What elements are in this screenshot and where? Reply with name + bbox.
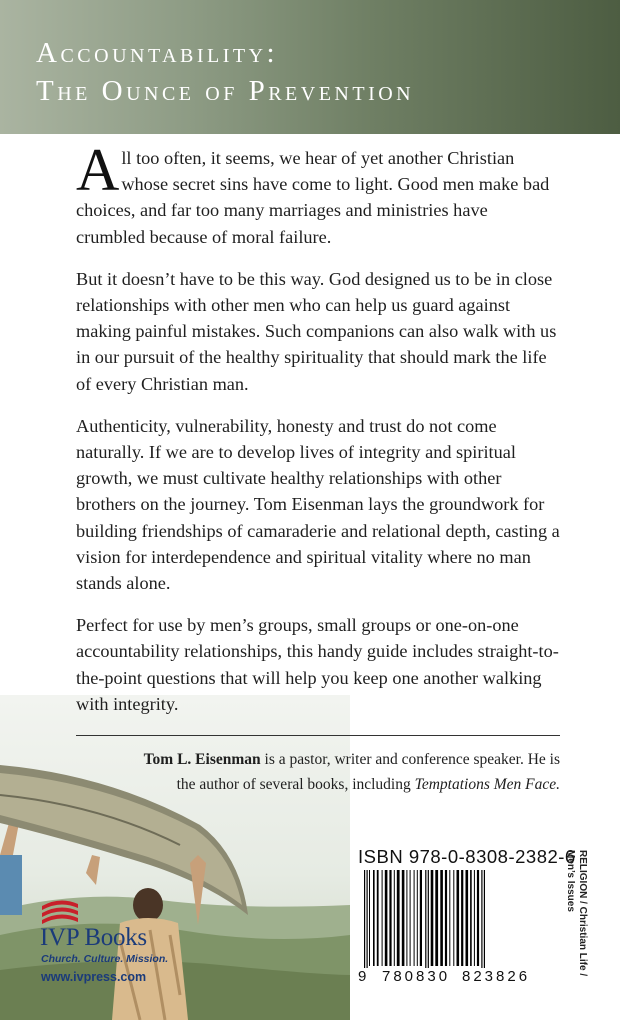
barcode-bar [481,870,482,978]
title-line-1: Accountability: [36,37,279,69]
barcode-bar [449,870,450,966]
barcode-bar [484,870,485,978]
barcode-bar [364,870,365,978]
barcode-bar [410,870,411,966]
isbn-label: ISBN 978-0-8308-2382-6 [358,846,576,867]
barcode-bar [445,870,447,966]
paragraph-3: Authenticity, vulnerability, honesty and trust do not come naturally. If we are to develop lives of integrity and spiritual growth, we must cultivate healthy relationships with other brothers on the journey. Tom Eisenman lays the groundwork for building friendships of camaraderie and relational depth, casting a vision for interdependence and spiritual vitality where no man stands alone. [76,415,560,594]
barcode-bar [417,870,418,966]
dropcap: A [76,137,120,203]
barcode-bar [414,870,415,966]
category-line-1: RELIGION / Christian Life / [577,850,588,977]
barcode-bar [440,870,443,966]
barcode-bar [397,870,400,966]
paragraph-1 [76,137,560,250]
barcode-bar [369,870,370,966]
barcode-bar [377,870,379,966]
barcode-bar [367,870,368,978]
author-bio [130,747,560,797]
barcode-bar [461,870,463,966]
barcode-digit-first: 9 [358,968,367,985]
barcode-bar [466,870,469,966]
title-banner [0,0,620,134]
author-name: Tom L. Eisenman [143,751,261,768]
barcode-bar [474,870,475,966]
barcode-bar [382,870,383,966]
barcode-digits-right: 823826 [462,968,531,985]
barcode-bar [477,870,479,966]
barcode-bar [402,870,405,966]
barcode-bar [470,870,472,966]
category-line-2: Men’s Issues [565,850,576,912]
bio-text: is a pastor, writer and conference speaker. He is the author of several books, including [176,751,560,793]
description [76,137,560,733]
barcode-bar [394,870,395,966]
barcode-bar [425,870,426,978]
publisher-tagline: Church. Culture. Mission. [41,953,169,965]
barcode-bar [428,870,429,978]
barcode-bar [406,870,407,966]
paragraph-1-text: ll too often, it seems, we hear of yet another Christian whose secret sins have come to light. Good men make bad choices, and far too many marriages and ministries have crumbled because of moral failure. [76,148,550,247]
paragraph-2: But it doesn’t have to be this way. God designed us to be in close relationships with other men who can help us guard against making painful mistakes. Such companions can also walk with us in our pursuit of the healthy spirituality that should mark the life of every Christian man. [76,268,557,394]
barcode-digits-left: 780830 [382,968,451,985]
barcode-bar [435,870,438,966]
publisher-name: IVP Books [40,924,147,951]
publisher-url[interactable]: www.ivpress.com [41,970,147,984]
ivp-logo-icon [40,898,80,924]
divider [76,735,560,736]
barcode-bar [457,870,460,966]
barcode-bar [373,870,375,966]
title-line-2: The Ounce of Prevention [36,75,415,107]
barcode-bar [385,870,388,966]
barcode-bar [420,870,422,966]
category-label [564,850,588,990]
paragraph-4: Perfect for use by men’s groups, small groups or one-on-one accountability relationships, this handy guide includes straight-to-the-point questions that will help you keep one another walking with integrity. [76,615,559,714]
barcode-bar [431,870,434,966]
barcode [360,870,538,982]
book-title: Temptations Men Face. [414,776,560,793]
barcode-bar [389,870,391,966]
barcode-bar [453,870,454,966]
